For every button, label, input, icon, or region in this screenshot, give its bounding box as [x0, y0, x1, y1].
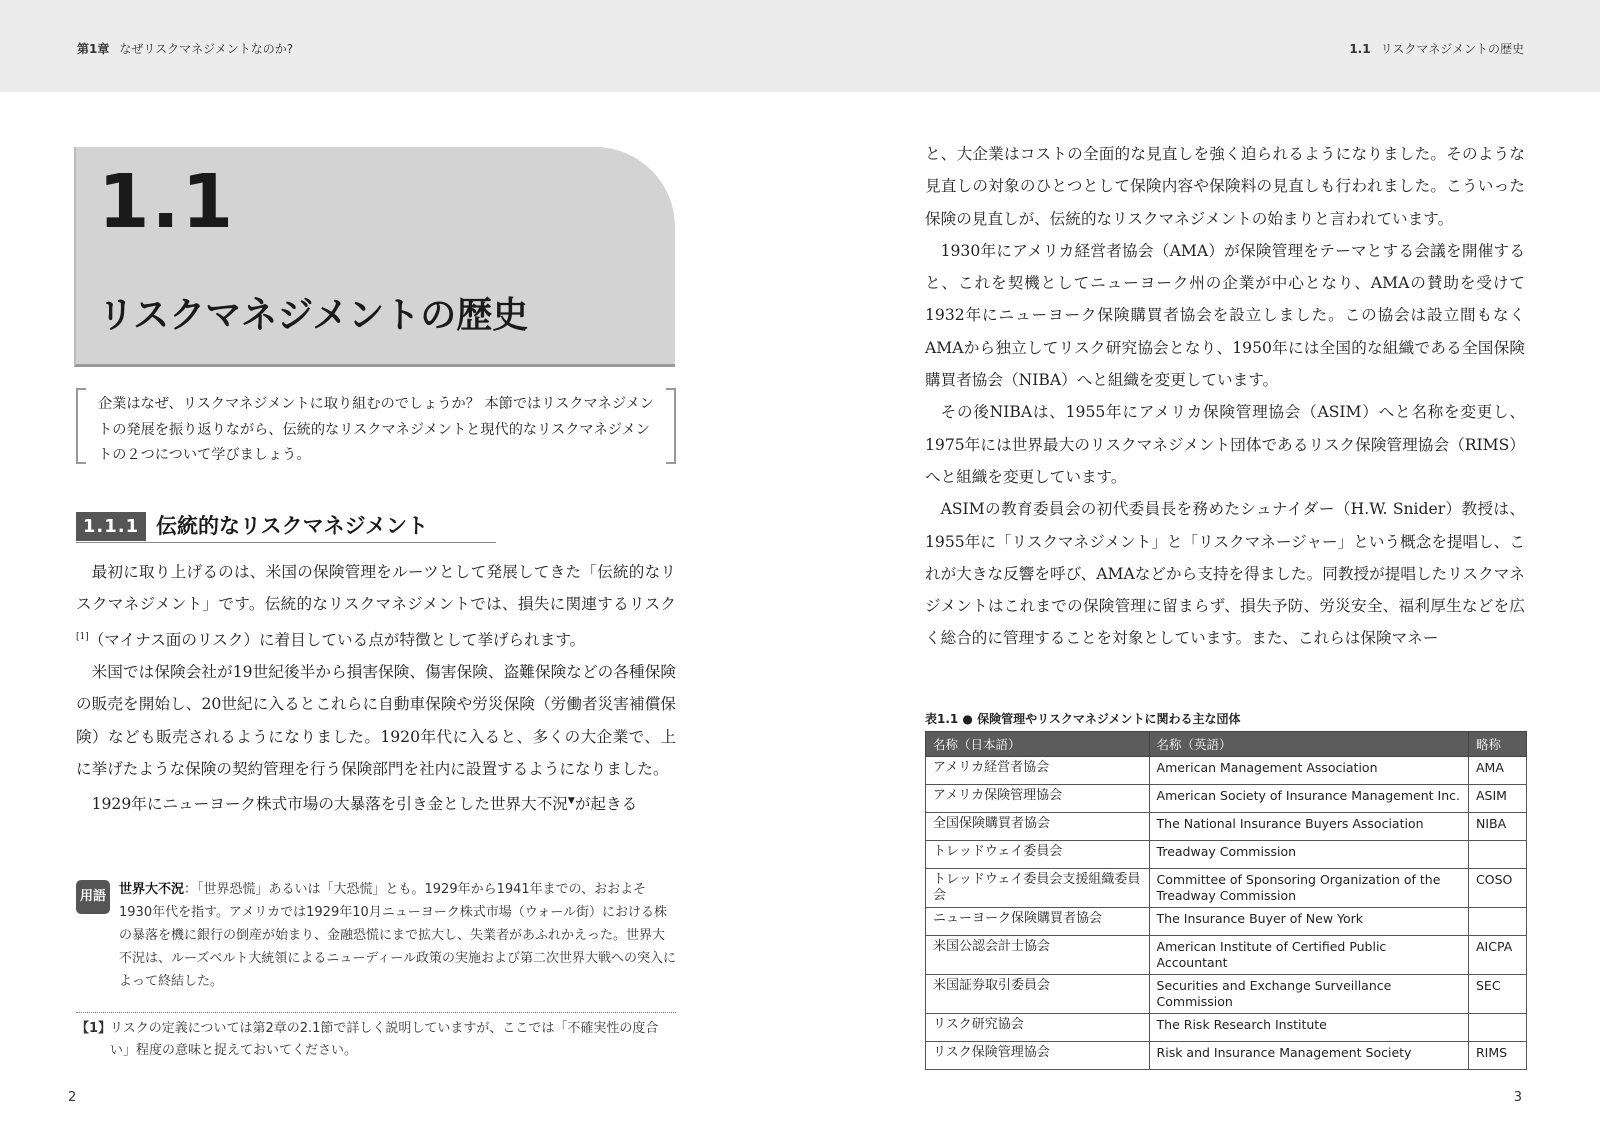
table-row: [926, 841, 1527, 869]
table-row: [926, 936, 1527, 975]
footnote-ref[interactable]: [1]: [76, 631, 89, 642]
column-header-japanese: 名称（日本語）: [926, 732, 1150, 757]
table-row: [926, 813, 1527, 841]
left-body-text: [76, 556, 676, 821]
glossary-badge: 用語: [76, 880, 110, 914]
cell-english: American Society of Insurance Management Inc.: [1149, 785, 1468, 813]
cell-abbreviation: SEC: [1469, 975, 1527, 1014]
section-intro: 企業はなぜ、リスクマネジメントに取り組むのでしょうか？ 本節ではリスクマネジメントの発展を振り返りながら、伝統的なリスクマネジメントと現代的なリスクマネジメントの２つについて学びましょう。: [76, 388, 676, 464]
running-header-left: [77, 40, 293, 57]
cell-abbreviation: ASIM: [1469, 785, 1527, 813]
section-label: 1.1: [1349, 42, 1371, 56]
page-number-right: 3: [1513, 1090, 1522, 1105]
paragraph-text: が起きる: [574, 795, 638, 814]
paragraph-text: 最初に取り上げるのは、米国の保険管理をルーツとして発展してきた「伝統的なリスクマネジメント」です。伝統的なリスクマネジメントでは、損失に関連するリスク: [76, 563, 676, 614]
table-row: [926, 1042, 1527, 1070]
paragraph-text: 1929年にニューヨーク株式市場の大暴落を引き金とした世界大不況: [91, 795, 568, 814]
paragraph: ASIMの教育委員会の初代委員長を務めたシュナイダー（H.W. Snider）教授は、1955年に「リスクマネジメント」と「リスクマネージャー」という概念を提唱し、これが大きな反響を呼び、AMAなどから支持を得ました。同教授が提唱したリスクマネジメントはこれまでの保険管理に留まらず、損失予防、労災安全、福利厚生などを広く総合的に管理することを対象としています。また、これらは保険マネー: [925, 500, 1525, 648]
section-header-title: リスクマネジメントの歴史: [1380, 42, 1524, 56]
column-header-abbreviation: 略称: [1469, 732, 1527, 757]
cell-abbreviation: [1469, 908, 1527, 936]
cell-japanese: アメリカ保険管理協会: [926, 785, 1150, 813]
cell-abbreviation: COSO: [1469, 869, 1527, 908]
table-row: [926, 975, 1527, 1014]
glossary-marker-icon[interactable]: ▼: [567, 796, 575, 807]
cell-japanese: リスク保険管理協会: [926, 1042, 1150, 1070]
table-caption: 表1.1 ● 保険管理やリスクマネジメントに関わる主な団体: [925, 712, 1241, 726]
paragraph: [76, 785, 676, 820]
glossary-term: 世界大不況: [119, 882, 185, 897]
cell-english: The National Insurance Buyers Association: [1149, 813, 1468, 841]
cell-japanese: 米国公認会計士協会: [926, 936, 1150, 975]
table-row: [926, 869, 1527, 908]
cell-abbreviation: NIBA: [1469, 813, 1527, 841]
cell-english: The Risk Research Institute: [1149, 1014, 1468, 1042]
subsection-number: 1.1.1: [76, 512, 146, 541]
cell-abbreviation: AMA: [1469, 757, 1527, 785]
running-header-right: [1349, 40, 1524, 57]
cell-japanese: 米国証券取引委員会: [926, 975, 1150, 1014]
subsection-heading: [76, 512, 496, 543]
cell-japanese: ニューヨーク保険購買者協会: [926, 908, 1150, 936]
footnote-divider: [76, 1012, 676, 1013]
chapter-title: なぜリスクマネジメントなのか?: [119, 42, 294, 56]
paragraph: その後NIBAは、1955年にアメリカ保険管理協会（ASIM）へと名称を変更し、1975年には世界最大のリスクマネジメント団体であるリスク保険管理協会（RIMS）へと組織を変更しています。: [925, 403, 1525, 486]
cell-english: The Insurance Buyer of New York: [1149, 908, 1468, 936]
cell-japanese: アメリカ経営者協会: [926, 757, 1150, 785]
table-row: [926, 757, 1527, 785]
paragraph: と、大企業はコストの全面的な見直しを強く迫られるようになりました。そのような見直しの対象のひとつとして保険内容や保険料の見直しも行われました。こういった保険の見直しが、伝統的なリスクマネジメントの始まりと言われています。: [925, 145, 1525, 228]
column-header-english: 名称（英語）: [1149, 732, 1468, 757]
cell-japanese: トレッドウェイ委員会支援組織委員会: [926, 869, 1150, 908]
table-row: [926, 908, 1527, 936]
cell-abbreviation: AICPA: [1469, 936, 1527, 975]
paragraph: [76, 556, 676, 656]
footnote-mark: 【1】: [76, 1021, 112, 1036]
section-number: 1.1: [98, 159, 236, 245]
section-title: リスクマネジメントの歴史: [98, 295, 529, 336]
cell-english: Treadway Commission: [1149, 841, 1468, 869]
table-header-row: [926, 732, 1527, 757]
cell-english: American Institute of Certified Public Accountant: [1149, 936, 1468, 975]
footnote-text: リスクの定義については第2章の2.1節で詳しく説明していますが、ここでは「不確実性の度合い」程度の意味と捉えておいてください。: [110, 1021, 659, 1058]
cell-abbreviation: RIMS: [1469, 1042, 1527, 1070]
cell-japanese: リスク研究協会: [926, 1014, 1150, 1042]
table-row: [926, 1014, 1527, 1042]
chapter-label: 第1章: [77, 42, 110, 56]
section-title-box: [74, 147, 675, 367]
table-row: [926, 785, 1527, 813]
organizations-table: [925, 731, 1527, 1070]
right-body-text: [925, 138, 1525, 655]
page-number-left: 2: [68, 1090, 77, 1105]
cell-english: American Management Association: [1149, 757, 1468, 785]
glossary-text: ：「世界恐慌」あるいは「大恐慌」とも。1929年から1941年までの、おおよそ1930年代を指す。アメリカでは1929年10月ニューヨーク株式市場（ウォール街）における株の暴落を機に銀行の倒産が始まり、金融恐慌にまで拡大し、失業者があふれかえった。世界大不況は、ルーズベルト大統領によるニューディール政策の実施および第二次世界大戦への突入によって終結した。: [119, 882, 677, 989]
cell-abbreviation: [1469, 841, 1527, 869]
cell-japanese: トレッドウェイ委員会: [926, 841, 1150, 869]
cell-abbreviation: [1469, 1014, 1527, 1042]
glossary-entry: [119, 878, 677, 993]
footnote: [76, 1018, 676, 1062]
cell-english: Securities and Exchange Surveillance Commission: [1149, 975, 1468, 1014]
paragraph: 1930年にアメリカ経営者協会（AMA）が保険管理をテーマとする会議を開催すると、これを契機としてニューヨーク州の企業が中心となり、AMAの賛助を受けて1932年にニューヨーク保険購買者協会を設立しました。この協会は設立間もなくAMAから独立してリスク研究協会となり、1950年には全国的な組織である全国保険購買者協会（NIBA）へと組織を変更しています。: [925, 241, 1525, 390]
paragraph: 米国では保険会社が19世紀後半から損害保険、傷害保険、盗難保険などの各種保険の販売を開始し、20世紀に入るとこれらに自動車保険や労災保険（労働者災害補償保険）なども販売されるようになりました。1920年代に入ると、多くの大企業で、上に挙げたような保険の契約管理を行う保険部門を社内に設置するようになりました。: [76, 663, 676, 778]
subsection-title: 伝統的なリスクマネジメント: [156, 514, 428, 538]
cell-japanese: 全国保険購買者協会: [926, 813, 1150, 841]
cell-english: Committee of Sponsoring Organization of the Treadway Commission: [1149, 869, 1468, 908]
paragraph-text: （マイナス面のリスク）に着目している点が特徴として挙げられます。: [88, 630, 586, 649]
cell-english: Risk and Insurance Management Society: [1149, 1042, 1468, 1070]
